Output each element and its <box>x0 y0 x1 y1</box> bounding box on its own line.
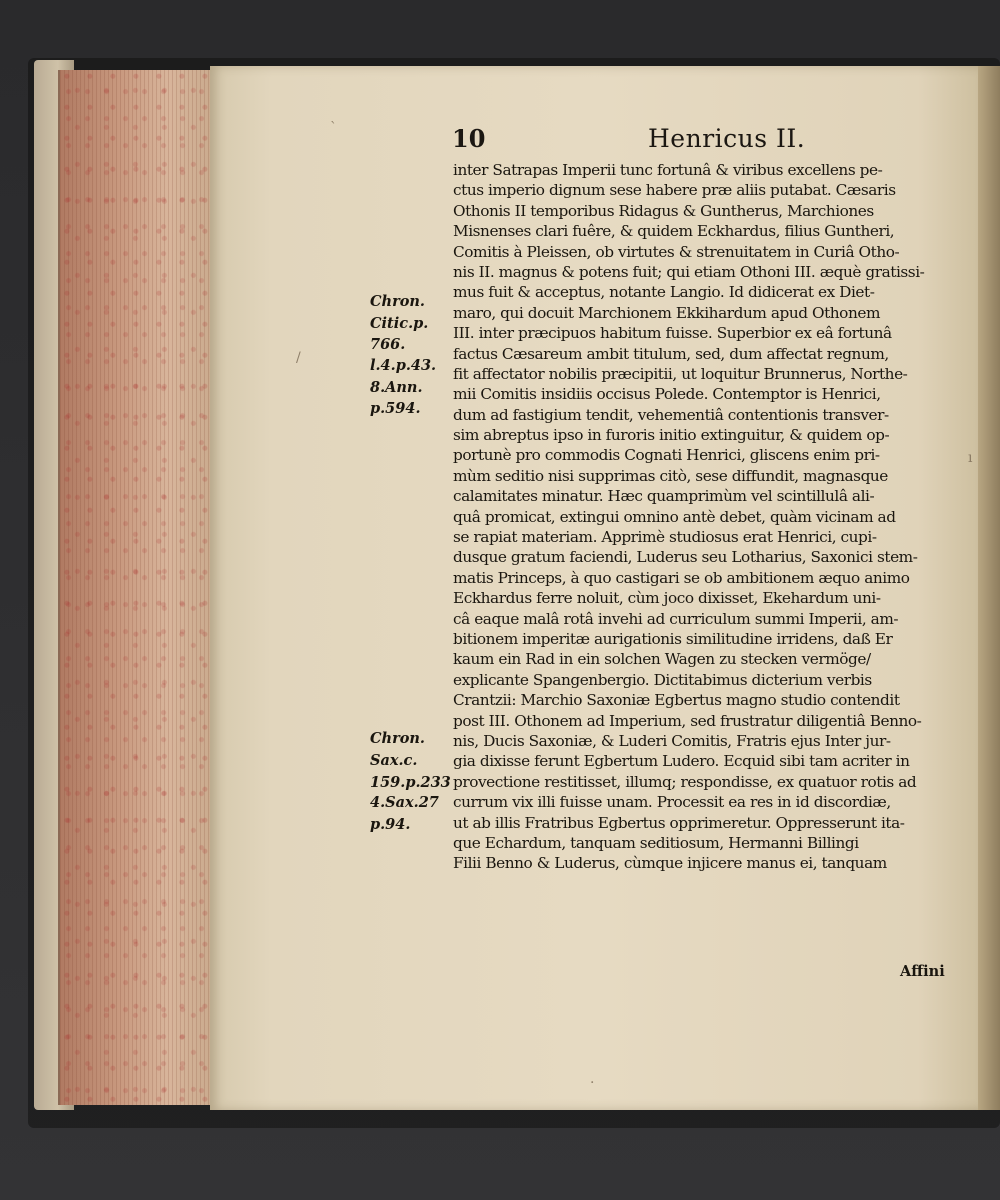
text-line: mus fuit & acceptus, notante Langio. Id didicerat ex Diet- <box>453 283 875 302</box>
text-line: Comitis à Pleissen, ob virtutes & strenuitatem in Curiâ Otho- <box>453 242 900 261</box>
text-line: maro, qui docuit Marchionem Ekkihardum apud Othonem <box>453 303 881 322</box>
text-line: Crantzii: Marchio Saxoniæ Egbertus magno studio contendit <box>453 691 900 710</box>
text-line: factus Cæsareum ambit titulum, sed, dum affectat regnum, <box>453 344 889 363</box>
page-fore-edges <box>58 70 215 1105</box>
paper-blemish: ı <box>968 450 973 466</box>
text-line: gia dixisse ferunt Egbertum Ludero. Ecquid sibi tam acriter in <box>453 752 910 771</box>
margin-note: l.4.p.43. <box>370 357 437 374</box>
text-line: câ eaque malâ rotâ invehi ad curriculum summi Imperii, am- <box>453 609 899 628</box>
text-line: quâ promicat, extingui omnino antè debet, quàm vicinam ad <box>453 507 896 526</box>
text-line: sim abreptus ipso in furoris initio extinguitur, & quidem op- <box>453 426 890 445</box>
text-line: provectione restitisset, illumq; respondisse, ex quatuor rotis ad <box>453 772 917 791</box>
text-line: matis Princeps, à quo castigari se ob ambitionem æquo animo <box>453 568 910 587</box>
catchword: Affini <box>900 963 945 980</box>
text-line: calamitates minatur. Hæc quamprimùm vel scintillulâ ali- <box>453 487 875 506</box>
text-line: portunè pro commodis Cognati Henrici, gliscens enim pri- <box>453 446 880 465</box>
margin-note: 766. <box>370 336 406 353</box>
text-line: kaum ein Rad in ein solchen Wagen zu stecken vermöge/ <box>453 650 871 669</box>
text-line: explicante Spangenbergio. Dictitabimus dicterium verbis <box>453 670 872 689</box>
text-line: mii Comitis insidiis occisus Polede. Contemptor is Henrici, <box>453 385 881 404</box>
text-line: dusque gratum faciendi, Luderus seu Lotharius, Saxonici stem- <box>453 548 918 567</box>
text-line: Eckhardus ferre noluit, cùm joco dixisset, Ekehardum uni- <box>453 589 881 608</box>
text-line: bitionem imperitæ aurigationis similitudine irridens, daß Er <box>453 629 893 648</box>
body-text <box>453 160 971 874</box>
text-line: post III. Othonem ad Imperium, sed frustratur diligentiâ Benno- <box>453 711 922 730</box>
margin-note: Citic.p. <box>370 315 429 332</box>
text-line: ut ab illis Fratribus Egbertus opprimeretur. Oppresserunt ita- <box>453 813 905 832</box>
text-line: III. inter præcipuos habitum fuisse. Superbior ex eâ fortunâ <box>453 324 892 343</box>
running-title: Henricus II. <box>648 124 806 153</box>
text-line: fit affectator nobilis præcipitii, ut loquitur Brunnerus, Northe- <box>453 364 908 383</box>
text-line: Othonis II temporibus Ridagus & Guntherus, Marchiones <box>453 201 874 220</box>
text-line: nis, Ducis Saxoniæ, & Luderi Comitis, Fratris ejus Inter jur- <box>453 731 891 750</box>
margin-note: Chron. <box>370 293 425 310</box>
margin-note: Chron. <box>370 730 425 747</box>
text-line: inter Satrapas Imperii tunc fortunâ & viribus excellens pe- <box>453 161 883 179</box>
paper-blemish: / <box>296 350 301 366</box>
paper-blemish: ˋ <box>330 120 337 136</box>
text-line: se rapiat materiam. Apprimè studiosus erat Henrici, cupi- <box>453 528 877 547</box>
running-head <box>452 124 972 154</box>
text-line: Filii Benno & Luderus, cùmque injicere manus ei, tanquam <box>453 854 887 873</box>
text-line: Misnenses clari fuêre, & quidem Eckhardus, filius Guntheri, <box>453 222 895 241</box>
text-line: dum ad fastigium tendit, vehementiâ contentionis transver- <box>453 405 889 424</box>
margin-note: 8.Ann. <box>370 379 423 396</box>
margin-note: Sax.c. <box>370 752 418 769</box>
paper-blemish: · <box>590 1075 595 1091</box>
margin-note: 4.Sax.27 <box>370 794 439 811</box>
text-line: currum vix illi fuisse unam. Processit ea res in id discordiæ, <box>453 793 891 812</box>
page-number: 10 <box>452 124 486 153</box>
text-line: mùm seditio nisi supprimas citò, sese diffundit, magnasque <box>453 466 888 485</box>
margin-note: p.594. <box>370 400 421 417</box>
text-line: nis II. magnus & potens fuit; qui etiam Othoni III. æquè gratissi- <box>453 262 925 281</box>
margin-note: p.94. <box>370 816 411 833</box>
text-line: que Echardum, tanquam seditiosum, Hermanni Billingi <box>453 833 859 852</box>
margin-note: 159.p.233 <box>370 774 451 791</box>
facing-page-edge <box>978 66 1000 1110</box>
text-line: ctus imperio dignum sese habere præ aliis putabat. Cæsaris <box>453 181 896 200</box>
